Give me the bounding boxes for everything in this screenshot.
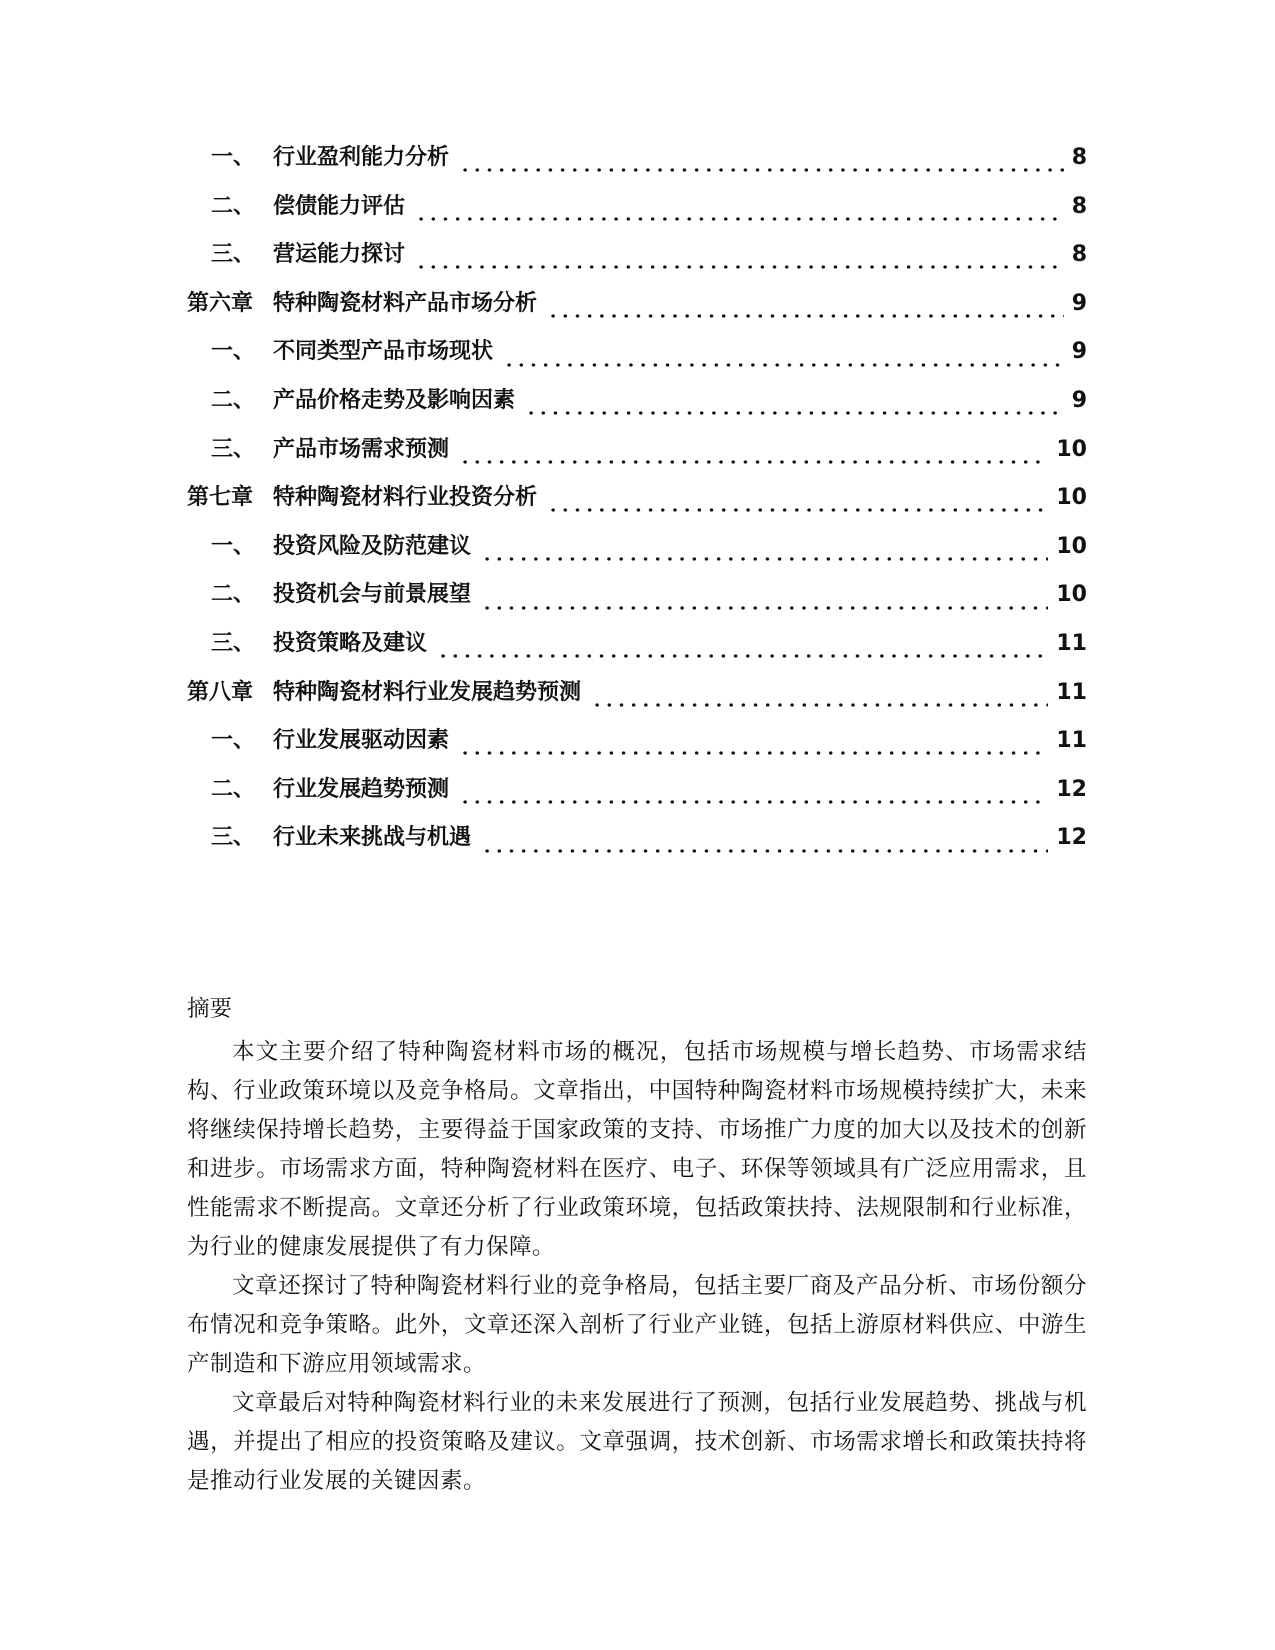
toc-chapter-entry[interactable] xyxy=(187,480,1087,529)
toc-entry-number: 三、 xyxy=(211,242,256,268)
toc-entry-page: 8 xyxy=(1071,145,1087,170)
toc-entry[interactable] xyxy=(187,189,1087,238)
toc-entry-page: 10 xyxy=(1056,533,1087,559)
toc-entry-page: 9 xyxy=(1071,387,1087,413)
toc-entry[interactable] xyxy=(187,334,1087,383)
abstract-paragraph: 本文主要介绍了特种陶瓷材料市场的概况，包括市场规模与增长趋势、市场需求结构、行业政策环境以及竞争格局。文章指出，中国特种陶瓷材料市场规模持续扩大，未来将继续保持增长趋势，主要得益于国家政策的支持、市场推广力度的加大以及技术的创新和进步。市场需求方面，特种陶瓷材料在医疗、电子、环保等领域具有广泛应用需求，且性能需求不断提高。文章还分析了行业政策环境，包括政策扶持、法规限制和行业标准，为行业的健康发展提供了有力保障。 xyxy=(187,1039,1087,1260)
toc-entry-number: 三、 xyxy=(211,825,256,851)
toc-entry-page: 12 xyxy=(1056,776,1087,802)
toc-entry[interactable] xyxy=(187,529,1087,578)
toc-dot-leader xyxy=(547,314,1064,318)
toc-entry-number: 三、 xyxy=(211,436,256,462)
toc-entry-title: 偿债能力评估 xyxy=(273,193,406,219)
toc-chapter-number: 第八章 xyxy=(187,679,254,705)
toc-dot-leader xyxy=(437,654,1048,658)
toc-entry-number: 二、 xyxy=(211,193,256,219)
toc-chapter-number: 第六章 xyxy=(187,290,254,316)
toc-dot-leader xyxy=(481,849,1048,853)
toc-entry-page: 11 xyxy=(1056,728,1087,754)
toc-entry[interactable] xyxy=(187,820,1087,869)
table-of-contents xyxy=(187,140,1087,869)
abstract-section xyxy=(187,990,1087,1501)
toc-entry-number: 一、 xyxy=(211,339,256,365)
abstract-heading: 摘要 xyxy=(187,996,233,1022)
toc-entry-title: 投资策略及建议 xyxy=(273,630,428,656)
toc-dot-leader xyxy=(503,363,1064,367)
toc-entry[interactable] xyxy=(187,237,1087,286)
toc-entry-title: 产品市场需求预测 xyxy=(273,436,450,462)
toc-entry-title: 行业发展趋势预测 xyxy=(273,776,450,802)
toc-entry-title: 行业盈利能力分析 xyxy=(273,145,450,170)
toc-chapter-entry[interactable] xyxy=(187,286,1087,335)
toc-entry[interactable] xyxy=(187,723,1087,772)
toc-dot-leader xyxy=(459,751,1048,755)
toc-entry-number: 二、 xyxy=(211,776,256,802)
toc-entry-page: 10 xyxy=(1056,582,1087,608)
toc-entry[interactable] xyxy=(187,577,1087,626)
toc-dot-leader xyxy=(459,460,1048,464)
toc-entry-number: 三、 xyxy=(211,630,256,656)
toc-entry-title: 不同类型产品市场现状 xyxy=(273,339,494,365)
toc-chapter-title: 特种陶瓷材料行业发展趋势预测 xyxy=(273,679,582,705)
toc-dot-leader xyxy=(525,411,1064,415)
toc-entry[interactable] xyxy=(187,432,1087,481)
toc-entry-title: 产品价格走势及影响因素 xyxy=(273,387,516,413)
toc-chapter-entry[interactable] xyxy=(187,675,1087,724)
toc-dot-leader xyxy=(459,168,1064,172)
toc-entry-title: 投资风险及防范建议 xyxy=(273,533,472,559)
toc-entry[interactable] xyxy=(187,626,1087,675)
toc-entry-title: 营运能力探讨 xyxy=(273,242,406,268)
toc-entry[interactable] xyxy=(187,140,1087,189)
toc-entry-number: 一、 xyxy=(211,728,256,754)
toc-chapter-title: 特种陶瓷材料行业投资分析 xyxy=(273,485,538,511)
toc-entry-page: 10 xyxy=(1056,485,1087,511)
toc-entry[interactable] xyxy=(187,772,1087,821)
toc-entry-page: 8 xyxy=(1071,242,1087,268)
toc-entry-page: 11 xyxy=(1056,630,1087,656)
toc-entry-page: 10 xyxy=(1056,436,1087,462)
toc-dot-leader xyxy=(481,557,1048,561)
toc-entry-title: 行业发展驱动因素 xyxy=(273,728,450,754)
abstract-paragraph: 文章最后对特种陶瓷材料行业的未来发展进行了预测，包括行业发展趋势、挑战与机遇，并提出了相应的投资策略及建议。文章强调，技术创新、市场需求增长和政策扶持将是推动行业发展的关键因素。 xyxy=(187,1390,1087,1494)
toc-entry-page: 9 xyxy=(1071,339,1087,365)
toc-chapter-title: 特种陶瓷材料产品市场分析 xyxy=(273,290,538,316)
toc-entry-page: 12 xyxy=(1056,825,1087,851)
toc-entry[interactable] xyxy=(187,383,1087,432)
abstract-paragraph: 文章还探讨了特种陶瓷材料行业的竞争格局，包括主要厂商及产品分析、市场份额分布情况和竞争策略。此外，文章还深入剖析了行业产业链，包括上游原材料供应、中游生产制造和下游应用领域需求。 xyxy=(187,1273,1087,1377)
toc-dot-leader xyxy=(481,606,1048,610)
toc-dot-leader xyxy=(547,508,1048,512)
toc-entry-page: 11 xyxy=(1056,679,1087,705)
toc-dot-leader xyxy=(415,265,1064,269)
toc-dot-leader xyxy=(591,703,1048,707)
toc-entry-title: 行业未来挑战与机遇 xyxy=(273,825,472,851)
toc-dot-leader xyxy=(415,217,1064,221)
toc-entry-page: 8 xyxy=(1071,193,1087,219)
toc-entry-number: 一、 xyxy=(211,533,256,559)
toc-entry-number: 二、 xyxy=(211,582,256,608)
toc-entry-title: 投资机会与前景展望 xyxy=(273,582,472,608)
toc-dot-leader xyxy=(459,800,1048,804)
toc-chapter-number: 第七章 xyxy=(187,485,254,511)
toc-entry-page: 9 xyxy=(1071,290,1087,316)
toc-entry-number: 二、 xyxy=(211,387,256,413)
toc-entry-number: 一、 xyxy=(211,145,256,170)
